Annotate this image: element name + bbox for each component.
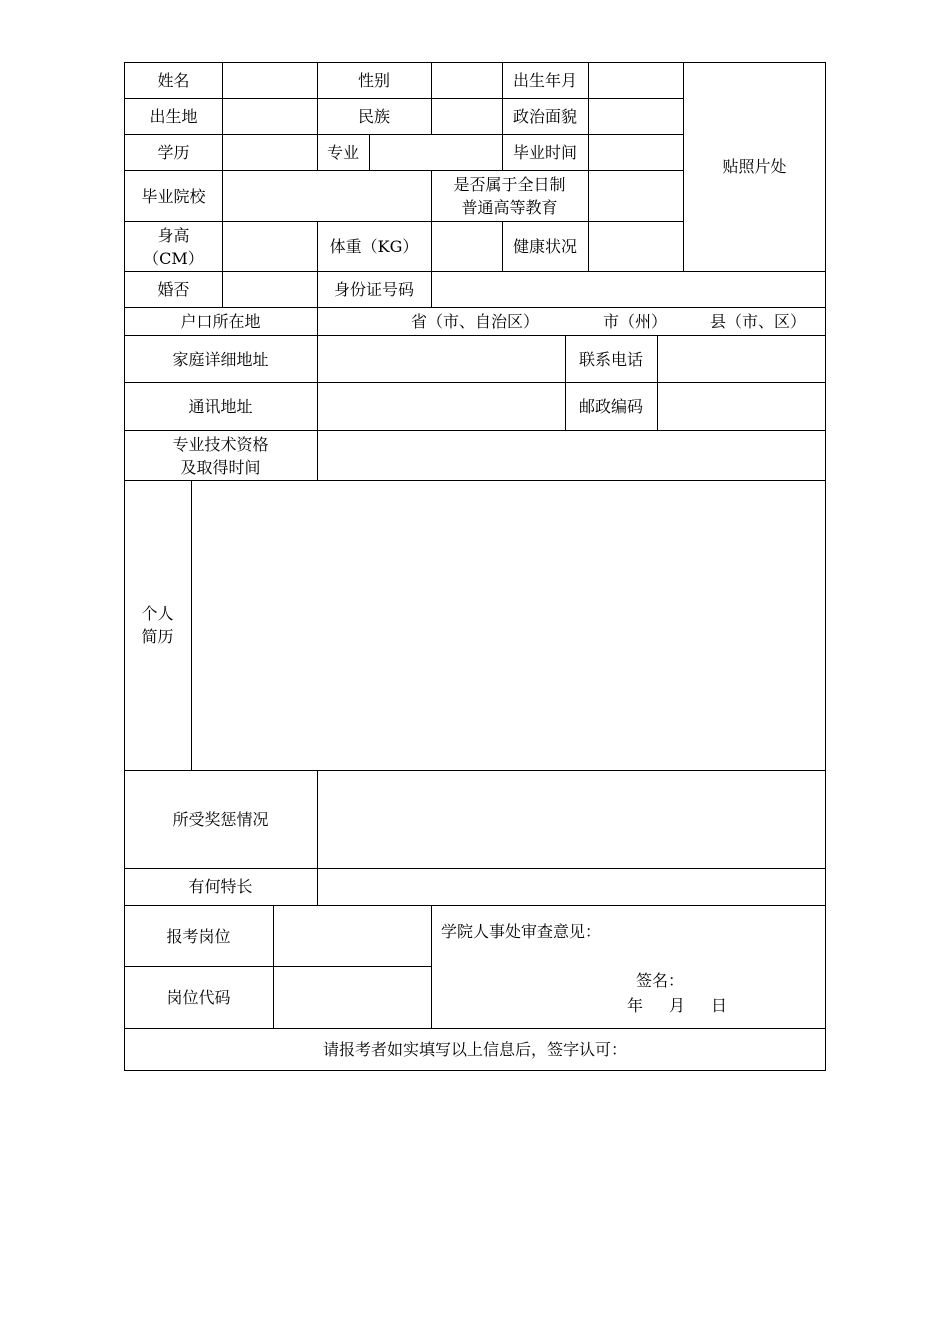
review-field[interactable] (432, 946, 612, 1026)
major-label: 专业 (326, 143, 359, 162)
home-address-label: 家庭详细地址 (172, 349, 269, 369)
marital-label: 婚否 (157, 280, 190, 299)
id-number-field[interactable] (432, 271, 825, 308)
fulltime-label-line2: 普通高等教育 (461, 198, 558, 217)
birth-date-label: 出生年月 (512, 71, 577, 90)
qualification-label-line2: 及取得时间 (180, 457, 261, 477)
photo-placeholder[interactable]: 贴照片处 (722, 157, 787, 176)
specialty-label: 有何特长 (188, 877, 253, 896)
signature-label: 签名： (635, 970, 684, 990)
fulltime-label-line1: 是否属于全日制 (453, 175, 566, 194)
graduation-time-field[interactable] (589, 134, 683, 171)
weight-field[interactable] (432, 221, 502, 272)
gender-label: 性别 (357, 71, 390, 90)
political-status-field[interactable] (589, 98, 683, 135)
phone-label: 联系电话 (578, 349, 643, 369)
qualification-label-line1: 专业技术资格 (172, 434, 269, 454)
birthplace-label: 出生地 (149, 107, 198, 126)
name-field[interactable] (223, 62, 317, 99)
school-field[interactable] (223, 170, 431, 222)
mail-address-field[interactable] (318, 382, 565, 431)
phone-field[interactable] (658, 335, 825, 383)
fulltime-field[interactable] (589, 170, 683, 222)
hukou-city-label: 市（州） (602, 312, 667, 331)
ethnicity-field[interactable] (432, 98, 502, 135)
health-label: 健康状况 (512, 237, 577, 256)
position-field[interactable] (274, 905, 431, 967)
height-field[interactable] (223, 221, 317, 272)
political-status-label: 政治面貌 (512, 107, 577, 126)
postcode-field[interactable] (658, 382, 825, 431)
resume-field[interactable] (192, 480, 825, 770)
graduation-time-label: 毕业时间 (512, 143, 577, 162)
birth-date-field[interactable] (589, 62, 683, 99)
school-label: 毕业院校 (141, 186, 206, 206)
health-field[interactable] (589, 221, 683, 272)
height-label-line1: 身高 (157, 225, 190, 245)
hukou-province-label: 省（市、自治区） (410, 312, 539, 331)
date-month: 月 (668, 995, 685, 1015)
date-day: 日 (710, 995, 727, 1015)
home-address-field[interactable] (318, 335, 565, 383)
position-label: 报考岗位 (166, 926, 231, 946)
education-field[interactable] (223, 134, 317, 171)
hukou-label: 户口所在地 (180, 312, 261, 331)
hukou-county-label: 县（市、区） (709, 312, 806, 331)
position-code-field[interactable] (274, 966, 431, 1028)
resume-label-line1: 个人 (141, 604, 174, 623)
height-label (124, 221, 223, 272)
id-number-label: 身份证号码 (333, 280, 414, 299)
height-label-line2: （CM） (143, 248, 204, 268)
resume-label (124, 480, 191, 770)
ethnicity-label: 民族 (357, 107, 390, 126)
major-field[interactable] (370, 134, 502, 171)
resume-label-line2: 简历 (141, 627, 174, 646)
specialty-field[interactable] (318, 868, 825, 905)
declaration-text: 请报考者如实填写以上信息后，签字认可： (322, 1039, 627, 1059)
awards-label: 所受奖惩情况 (172, 809, 269, 829)
name-label: 姓名 (157, 71, 190, 90)
review-label: 学院人事处审查意见： (441, 921, 602, 941)
birthplace-field[interactable] (223, 98, 317, 135)
fulltime-label (431, 170, 588, 222)
awards-field[interactable] (318, 770, 825, 868)
weight-label: 体重（KG） (329, 237, 419, 256)
gender-field[interactable] (432, 62, 502, 99)
postcode-label: 邮政编码 (578, 397, 643, 416)
date-year: 年 (626, 995, 643, 1015)
marital-field[interactable] (223, 271, 317, 308)
position-code-label: 岗位代码 (166, 987, 231, 1007)
qualification-label (124, 430, 317, 481)
qualification-field[interactable] (318, 430, 825, 481)
education-label: 学历 (157, 143, 190, 162)
mail-address-label: 通讯地址 (188, 397, 253, 416)
